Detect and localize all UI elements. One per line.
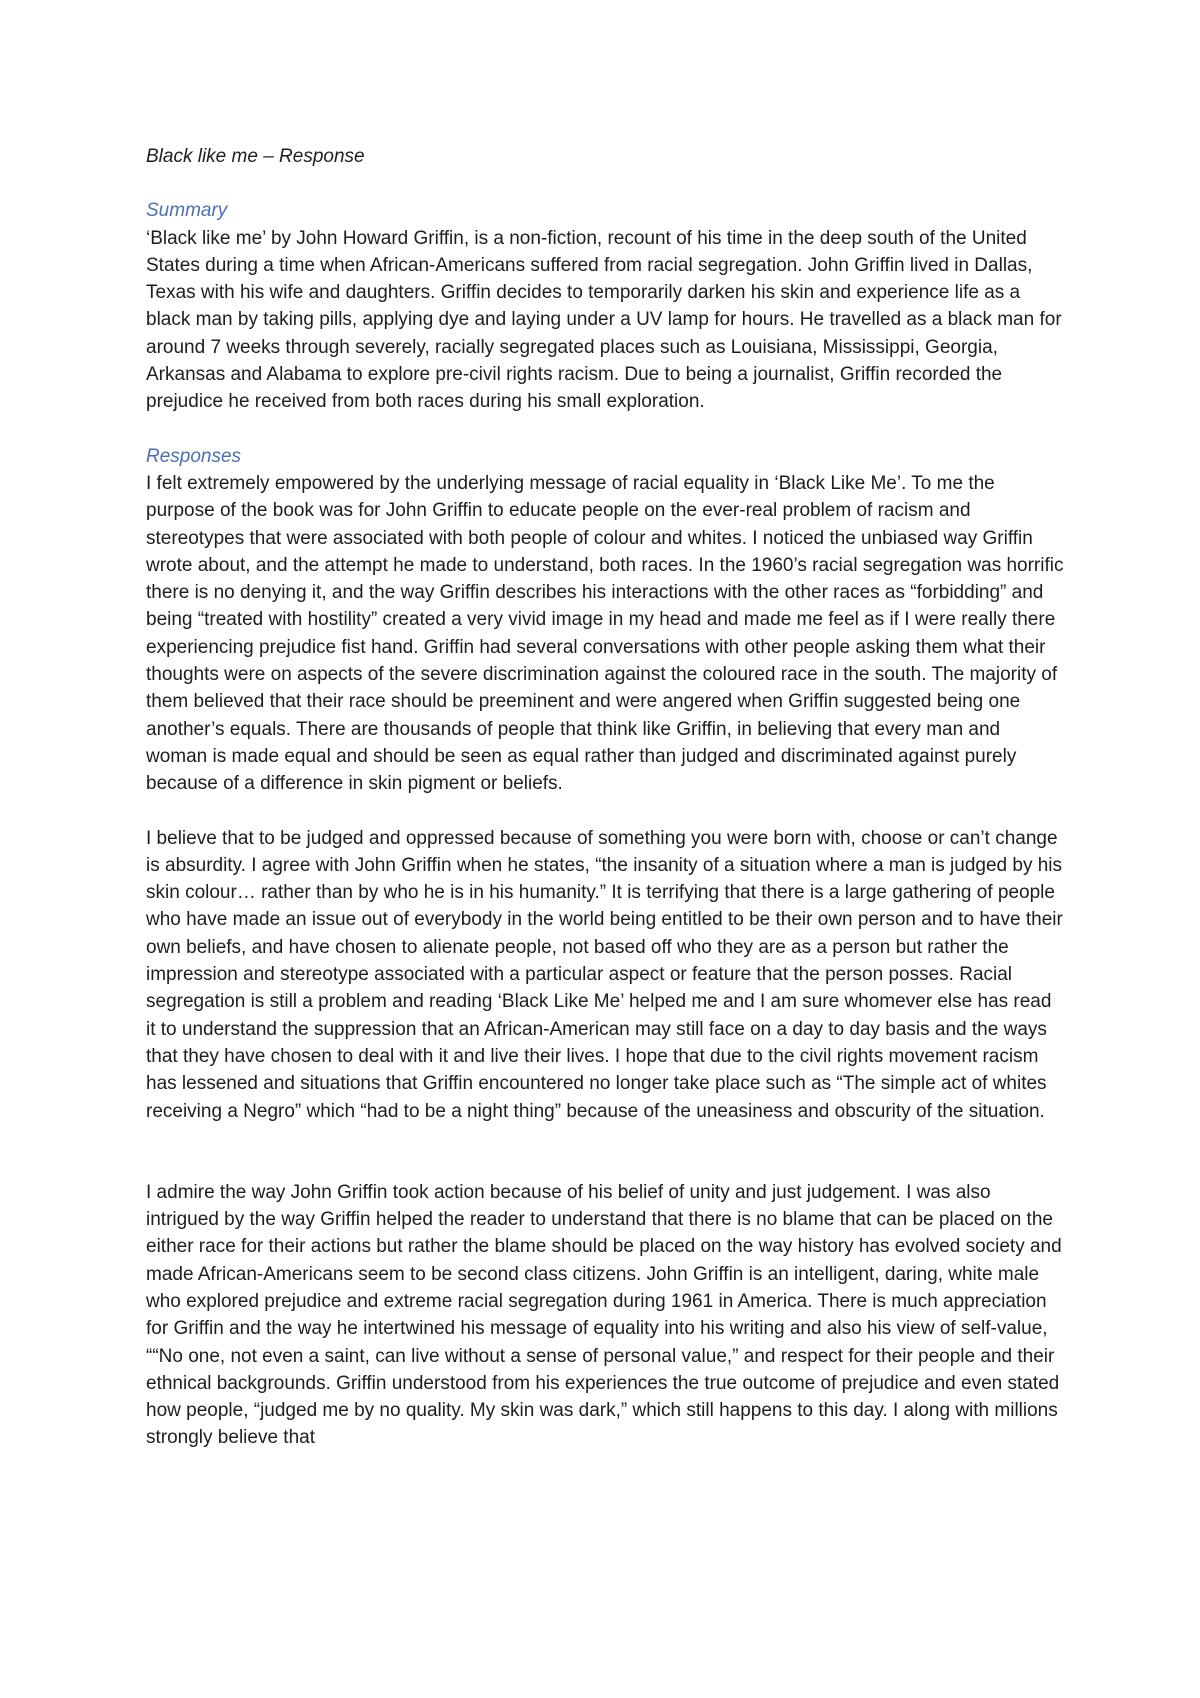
response-paragraph-2: I believe that to be judged and oppressed because of something you were born with, choose or can’t change is absurdity. I agree with John Griffin when he states, “the insanity of a situation where a man is judged by his skin colour… rather than by who he is in his humanity.” It is terrifying that there is a large gathering of people who have made an issue out of everybody in the world being entitled to be their own person and to have their own beliefs, and have chosen to alienate people, not based off who they are as a person but rather the impression and stereotype associated with a particular aspect or feature that the person posses. Racial segregation is still a problem and reading ‘Black Like Me’ helped me and I am sure whomever else has read it to understand the suppression that an African-American may still face on a day to day basis and the ways that they have chosen to deal with it and live their lives. I hope that due to the civil rights movement racism has lessened and situations that Griffin encountered no longer take place such as “The simple act of whites receiving a Negro” which “had to be a night thing” because of the uneasiness and obscurity of the situation. — [146, 827, 1063, 1122]
summary-paragraph: ‘Black like me’ by John Howard Griffin, is a non-fiction, recount of his time in the deep south of the United States during a time when African-Americans suffered from racial segregation. John Griffin lived in Dallas, Texas with his wife and daughters. Griffin decides to temporarily darken his skin and experience life as a black man by taking pills, applying dye and laying under a UV lamp for hours. He travelled as a black man for around 7 weeks through severely, racially segregated places such as Louisiana, Mississippi, Georgia, Arkansas and Alabama to explore pre-civil rights racism. Due to being a journalist, Griffin recorded the prejudice he received from both races during his small exploration. — [146, 227, 1062, 413]
response-paragraph-1: I felt extremely empowered by the underlying message of racial equality in ‘Black Like Me’. To me the purpose of the book was for John Griffin to educate people on the ever-real problem of racism and stereotypes that were associated with both people of colour and whites. I noticed the unbiased way Griffin wrote about, and the attempt he made to understand, both races. In the 1960’s racial segregation was horrific there is no denying it, and the way Griffin describes his interactions with the other races as “forbidding” and being “treated with hostility” created a very vivid image in my head and made me feel as if I were really there experiencing prejudice fist hand. Griffin had several conversations with other people asking them what their thoughts were on aspects of the severe discrimination against the coloured race in the south. The majority of them believed that their race should be preeminent and were angered when Griffin suggested being one another’s equals. There are thousands of people that think like Griffin, in believing that every man and woman is made equal and should be seen as equal rather than judged and discriminated against purely because of a difference in skin pigment or beliefs. — [146, 472, 1064, 795]
summary-heading: Summary — [146, 200, 228, 222]
document-body — [146, 143, 1066, 1452]
responses-heading: Responses — [146, 445, 242, 467]
paragraph-spacer — [146, 1125, 1066, 1179]
document-title: Black like me – Response — [146, 146, 365, 167]
response-paragraph-3: I admire the way John Griffin took action because of his belief of unity and just judgement. I was also intrigued by the way Griffin helped the reader to understand that there is no blame that can be placed on the either race for their actions but rather the blame should be placed on the way history has evolved society and made African-Americans seem to be second class citizens. John Griffin is an intelligent, daring, white male who explored prejudice and extreme racial segregation during 1961 in America. There is much appreciation for Griffin and the way he intertwined his message of equality into his writing and also his view of self-value, ““No one, not even a saint, can live without a sense of personal value,” and respect for their people and their ethnical backgrounds. Griffin understood from his experiences the true outcome of prejudice and even stated how people, “judged me by no quality. My skin was dark,” which still happens to this day. I along with millions strongly believe that — [146, 1181, 1062, 1449]
